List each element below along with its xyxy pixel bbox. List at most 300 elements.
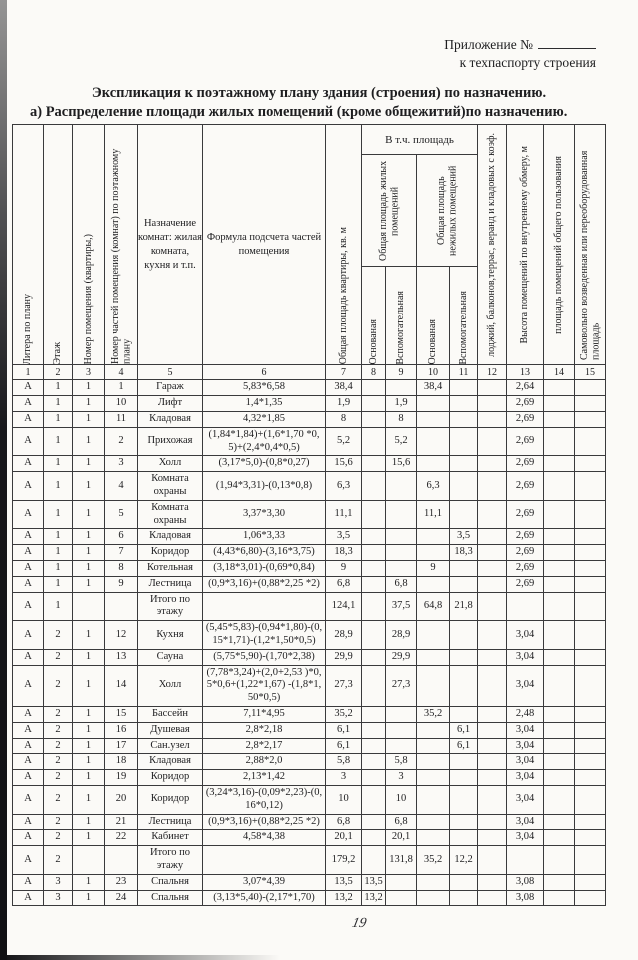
table-cell — [450, 665, 478, 706]
table-cell: 5,2 — [326, 427, 362, 456]
table-cell — [417, 545, 450, 561]
table-cell: 5,2 — [386, 427, 417, 456]
table-cell: А — [13, 754, 44, 770]
scan-bottom-shadow — [0, 955, 280, 960]
table-cell — [478, 874, 507, 890]
table-cell: Итого по этажу — [138, 592, 203, 621]
column-number: 6 — [203, 365, 326, 380]
table-cell — [450, 472, 478, 501]
table-cell — [450, 649, 478, 665]
table-cell: А — [13, 722, 44, 738]
col-header-formula: Формула подсчета частей помещения — [203, 125, 326, 365]
table-row — [13, 738, 606, 754]
table-cell — [544, 529, 575, 545]
table-cell: 1 — [73, 738, 105, 754]
table-cell — [450, 621, 478, 650]
table-cell: 1 — [73, 706, 105, 722]
table-cell — [575, 529, 606, 545]
table-cell: 1 — [44, 561, 73, 577]
table-cell — [386, 738, 417, 754]
table-cell: 1 — [73, 649, 105, 665]
table-cell: Сан.узел — [138, 738, 203, 754]
table-row — [13, 412, 606, 428]
table-cell: 1 — [44, 592, 73, 621]
table-cell — [450, 785, 478, 814]
table-cell — [417, 890, 450, 906]
table-cell: 1 — [73, 722, 105, 738]
table-cell — [575, 814, 606, 830]
table-cell: 2,8*2,18 — [203, 722, 326, 738]
table-cell — [544, 874, 575, 890]
table-cell: 2 — [44, 785, 73, 814]
table-cell — [478, 722, 507, 738]
table-cell: 11,1 — [326, 500, 362, 529]
table-cell — [544, 738, 575, 754]
table-cell — [105, 846, 138, 875]
table-cell: 18 — [105, 754, 138, 770]
column-number: 1 — [13, 365, 44, 380]
table-cell — [203, 846, 326, 875]
table-cell — [544, 649, 575, 665]
table-cell: 2 — [44, 754, 73, 770]
table-row — [13, 396, 606, 412]
column-number: 14 — [544, 365, 575, 380]
table-cell — [575, 706, 606, 722]
table-cell: 8 — [105, 561, 138, 577]
table-cell: 2,64 — [507, 380, 544, 396]
table-cell: 5 — [105, 500, 138, 529]
col-header-vspomogatelnaya-nezhilykh: Вспомогательная — [450, 267, 478, 365]
header-row-groups — [13, 125, 606, 155]
table-cell: 20,1 — [386, 830, 417, 846]
table-row — [13, 770, 606, 786]
table-cell: 3 — [386, 770, 417, 786]
page-title: Экспликация к поэтажному плану здания (строения) по назначению. — [91, 85, 547, 102]
col-header-etazh: Этаж — [44, 125, 73, 365]
column-number: 2 — [44, 365, 73, 380]
table-cell: 1 — [73, 529, 105, 545]
table-cell: А — [13, 396, 44, 412]
appendix-sublabel: к техпаспорту строения — [459, 55, 596, 71]
table-cell: 1,06*3,33 — [203, 529, 326, 545]
table-cell: 64,8 — [417, 592, 450, 621]
table-cell: 1 — [73, 874, 105, 890]
col-header-lodzhiy: лоджий, балконов,террас, веранд и кладовых с коэф. — [478, 125, 507, 365]
table-cell — [450, 427, 478, 456]
table-row — [13, 785, 606, 814]
table-cell: А — [13, 500, 44, 529]
table-cell: (3,13*5,40)-(2,17*1,70) — [203, 890, 326, 906]
table-row — [13, 472, 606, 501]
table-cell — [417, 649, 450, 665]
column-number: 3 — [73, 365, 105, 380]
table-cell: Лестница — [138, 576, 203, 592]
table-cell — [575, 874, 606, 890]
table-cell: 35,2 — [417, 706, 450, 722]
table-cell — [386, 561, 417, 577]
table-cell — [478, 545, 507, 561]
table-cell: Кладовая — [138, 412, 203, 428]
table-cell — [417, 814, 450, 830]
table-cell: 35,2 — [326, 706, 362, 722]
table-cell: А — [13, 706, 44, 722]
table-cell — [362, 412, 386, 428]
table-cell — [386, 722, 417, 738]
table-cell: 124,1 — [326, 592, 362, 621]
table-cell: (0,9*3,16)+(0,88*2,25 *2) — [203, 814, 326, 830]
table-cell: 15,6 — [386, 456, 417, 472]
table-cell: 28,9 — [386, 621, 417, 650]
table-cell: 9 — [417, 561, 450, 577]
table-row — [13, 722, 606, 738]
column-number: 12 — [478, 365, 507, 380]
table-cell — [478, 754, 507, 770]
table-cell: 1 — [73, 456, 105, 472]
table-cell: 1 — [73, 814, 105, 830]
table-cell — [575, 561, 606, 577]
table-cell: Прихожая — [138, 427, 203, 456]
table-cell: Кабинет — [138, 830, 203, 846]
table-cell — [417, 456, 450, 472]
handwritten-page-number: 19 — [350, 916, 368, 932]
table-cell — [575, 830, 606, 846]
table-cell: 29,9 — [386, 649, 417, 665]
table-cell: 24 — [105, 890, 138, 906]
table-cell — [362, 500, 386, 529]
table-cell: 1,4*1,35 — [203, 396, 326, 412]
table-cell — [362, 561, 386, 577]
table-cell — [575, 472, 606, 501]
table-cell: 23 — [105, 874, 138, 890]
table-cell — [575, 380, 606, 396]
table-cell — [417, 665, 450, 706]
column-number: 10 — [417, 365, 450, 380]
table-cell: 38,4 — [417, 380, 450, 396]
table-cell: 1 — [73, 576, 105, 592]
table-cell — [507, 846, 544, 875]
column-number: 9 — [386, 365, 417, 380]
table-cell — [362, 830, 386, 846]
table-cell: 1 — [73, 396, 105, 412]
table-cell — [544, 814, 575, 830]
table-cell — [478, 770, 507, 786]
table-cell: 6,1 — [450, 722, 478, 738]
table-row — [13, 846, 606, 875]
table-cell — [386, 890, 417, 906]
table-cell: Лестница — [138, 814, 203, 830]
table-cell: 3,04 — [507, 621, 544, 650]
table-cell: Итого по этажу — [138, 846, 203, 875]
table-cell — [362, 649, 386, 665]
table-row — [13, 890, 606, 906]
table-cell: 2 — [44, 770, 73, 786]
table-cell — [386, 529, 417, 545]
table-row — [13, 754, 606, 770]
table-cell — [450, 814, 478, 830]
table-cell — [478, 846, 507, 875]
table-cell — [362, 576, 386, 592]
table-cell — [417, 621, 450, 650]
table-cell: 10 — [105, 396, 138, 412]
column-number: 8 — [362, 365, 386, 380]
table-cell: 3,04 — [507, 665, 544, 706]
table-body — [13, 380, 606, 906]
table-cell: 1 — [44, 500, 73, 529]
table-cell: 1 — [105, 380, 138, 396]
table-cell: 2,8*2,17 — [203, 738, 326, 754]
table-cell — [478, 412, 507, 428]
table-cell: 1 — [44, 427, 73, 456]
table-cell: 22 — [105, 830, 138, 846]
table-cell: 6,1 — [326, 722, 362, 738]
table-row — [13, 665, 606, 706]
table-cell — [362, 545, 386, 561]
table-cell: 16 — [105, 722, 138, 738]
table-cell: (3,18*3,01)-(0,69*0,84) — [203, 561, 326, 577]
col-header-osnovnaya-zhilykh: Основаная — [362, 267, 386, 365]
table-cell — [478, 738, 507, 754]
table-cell — [105, 592, 138, 621]
table-cell — [417, 830, 450, 846]
table-cell — [362, 754, 386, 770]
table-cell — [544, 846, 575, 875]
table-cell: 3,04 — [507, 738, 544, 754]
table-cell: 17 — [105, 738, 138, 754]
table-cell: 3,04 — [507, 785, 544, 814]
table-cell: 2,69 — [507, 529, 544, 545]
table-cell — [575, 665, 606, 706]
table-cell — [450, 412, 478, 428]
table-cell — [544, 396, 575, 412]
table-cell: 20,1 — [326, 830, 362, 846]
table-cell: 1 — [73, 380, 105, 396]
table-cell — [478, 621, 507, 650]
table-cell: 6,1 — [326, 738, 362, 754]
table-cell: 2 — [44, 722, 73, 738]
table-cell: 1 — [73, 621, 105, 650]
table-cell: 1 — [73, 545, 105, 561]
table-cell: 6,3 — [417, 472, 450, 501]
appendix-label: Приложение № — [444, 37, 533, 52]
table-cell: Котельная — [138, 561, 203, 577]
table-cell: А — [13, 456, 44, 472]
table-cell: Спальня — [138, 874, 203, 890]
table-cell: Комната охраны — [138, 500, 203, 529]
table-cell — [386, 545, 417, 561]
col-header-obshchaya-ploshchad: Общая площадь квартиры, кв. м — [326, 125, 362, 365]
table-cell — [478, 592, 507, 621]
table-cell: А — [13, 545, 44, 561]
table-cell — [544, 427, 575, 456]
table-row — [13, 576, 606, 592]
table-cell: 6,3 — [326, 472, 362, 501]
table-cell: А — [13, 529, 44, 545]
table-cell: 2,88*2,0 — [203, 754, 326, 770]
table-cell: 1 — [44, 396, 73, 412]
table-cell: 3,04 — [507, 722, 544, 738]
table-cell — [575, 770, 606, 786]
table-cell: 27,3 — [386, 665, 417, 706]
table-row — [13, 592, 606, 621]
table-cell — [417, 576, 450, 592]
table-cell: (4,43*6,80)-(3,16*3,75) — [203, 545, 326, 561]
column-number: 13 — [507, 365, 544, 380]
table-cell: 11,1 — [417, 500, 450, 529]
table-cell: А — [13, 576, 44, 592]
table-cell — [450, 830, 478, 846]
table-cell — [203, 592, 326, 621]
table-cell: 12 — [105, 621, 138, 650]
table-cell — [544, 621, 575, 650]
table-cell: 29,9 — [326, 649, 362, 665]
appendix-blank-line — [538, 37, 596, 49]
table-cell: 2,69 — [507, 427, 544, 456]
table-cell — [478, 576, 507, 592]
table-cell: 14 — [105, 665, 138, 706]
table-cell: 2,69 — [507, 412, 544, 428]
table-cell — [362, 621, 386, 650]
table-cell: 35,2 — [417, 846, 450, 875]
table-cell: 2 — [44, 706, 73, 722]
table-cell: 2,69 — [507, 472, 544, 501]
table-cell — [450, 706, 478, 722]
table-cell: А — [13, 770, 44, 786]
table-cell: 6,8 — [386, 814, 417, 830]
table-cell — [450, 576, 478, 592]
table-cell: 21,8 — [450, 592, 478, 621]
table-cell: 6,1 — [450, 738, 478, 754]
table-cell: 3,08 — [507, 874, 544, 890]
table-cell: 4,32*1,85 — [203, 412, 326, 428]
table-cell: 9 — [105, 576, 138, 592]
table-cell: А — [13, 665, 44, 706]
table-cell — [478, 529, 507, 545]
table-cell — [544, 561, 575, 577]
table-cell — [544, 576, 575, 592]
group-header-nezhilykh: Общая площадь нежилых помещений — [417, 155, 478, 267]
table-cell: 20 — [105, 785, 138, 814]
col-header-samovolno: Самовольно возведенная или переоборудованная площадь — [575, 125, 606, 365]
table-cell — [575, 890, 606, 906]
table-cell — [362, 706, 386, 722]
col-header-vspomogatelnaya-zhilykh: Вспомогательная — [386, 267, 417, 365]
table-cell: 9 — [326, 561, 362, 577]
table-cell — [417, 722, 450, 738]
scan-binding-shadow — [0, 0, 7, 960]
table-cell: 2 — [44, 738, 73, 754]
table-cell: 13,2 — [362, 890, 386, 906]
table-cell — [362, 738, 386, 754]
table-cell — [544, 545, 575, 561]
table-cell — [417, 754, 450, 770]
table-cell — [386, 500, 417, 529]
table-cell: 13 — [105, 649, 138, 665]
table-cell — [544, 770, 575, 786]
table-cell: (7,78*3,24)+(2,0+2,53 )*0,5*0,6+(1,22*1,67) -(1,8*1,50*0,5) — [203, 665, 326, 706]
table-cell — [478, 890, 507, 906]
table-cell — [362, 427, 386, 456]
table-cell: (3,24*3,16)-(0,09*2,23)-(0,16*0,12) — [203, 785, 326, 814]
table-cell — [575, 846, 606, 875]
table-cell — [478, 396, 507, 412]
table-cell: 8 — [326, 412, 362, 428]
table-cell — [478, 706, 507, 722]
table-cell: А — [13, 649, 44, 665]
table-cell: А — [13, 427, 44, 456]
table-cell — [450, 754, 478, 770]
table-row — [13, 380, 606, 396]
table-row — [13, 621, 606, 650]
table-cell — [362, 665, 386, 706]
table-cell — [417, 738, 450, 754]
table-cell: Коридор — [138, 785, 203, 814]
col-header-naznachenie: Назначение комнат: жилая комната, кухня и т.п. — [138, 125, 203, 365]
table-cell: 1 — [44, 412, 73, 428]
table-cell: 37,5 — [386, 592, 417, 621]
table-cell — [362, 770, 386, 786]
table-cell — [450, 561, 478, 577]
table-cell: 10 — [326, 785, 362, 814]
table-cell — [544, 665, 575, 706]
table-cell: 1 — [44, 456, 73, 472]
table-cell: 10 — [386, 785, 417, 814]
table-cell: Бассейн — [138, 706, 203, 722]
table-cell — [386, 472, 417, 501]
table-cell: 1 — [73, 412, 105, 428]
appendix-block — [0, 36, 596, 72]
table-cell: 19 — [105, 770, 138, 786]
table-cell — [362, 785, 386, 814]
table-cell: 6,8 — [326, 814, 362, 830]
table-cell — [478, 814, 507, 830]
table-cell: 38,4 — [326, 380, 362, 396]
column-number: 7 — [326, 365, 362, 380]
table-cell: 2 — [44, 621, 73, 650]
table-cell: 6 — [105, 529, 138, 545]
table-row — [13, 874, 606, 890]
table-cell — [575, 785, 606, 814]
table-row — [13, 814, 606, 830]
table-cell — [478, 456, 507, 472]
col-header-nomer-pomeshcheniya: Номер помещения (квартиры,) — [73, 125, 105, 365]
table-cell: А — [13, 785, 44, 814]
table-cell: А — [13, 890, 44, 906]
col-header-litera: Литера по плану — [13, 125, 44, 365]
col-header-obshchego-polzovaniya: площадь помещений общего пользования — [544, 125, 575, 365]
table-cell — [450, 380, 478, 396]
table-cell: 3 — [44, 890, 73, 906]
table-cell: А — [13, 472, 44, 501]
table-cell — [575, 592, 606, 621]
table-cell — [575, 412, 606, 428]
table-cell: (5,45*5,83)-(0,94*1,80)-(0,15*1,71)-(1,2*1,50*0,5) — [203, 621, 326, 650]
group-header-zhilykh: Общая площадь жилых помещений — [362, 155, 417, 267]
column-number: 11 — [450, 365, 478, 380]
table-cell: 3,5 — [326, 529, 362, 545]
table-cell: 1 — [73, 785, 105, 814]
table-cell: 4,58*4,38 — [203, 830, 326, 846]
table-cell: 1,9 — [326, 396, 362, 412]
table-cell — [478, 649, 507, 665]
table-cell — [478, 500, 507, 529]
table-cell — [362, 592, 386, 621]
table-cell: (3,17*5,0)-(0,8*0,27) — [203, 456, 326, 472]
table-cell — [417, 427, 450, 456]
table-cell: А — [13, 380, 44, 396]
table-cell: 3 — [44, 874, 73, 890]
table-cell — [417, 529, 450, 545]
table-cell: Спальня — [138, 890, 203, 906]
